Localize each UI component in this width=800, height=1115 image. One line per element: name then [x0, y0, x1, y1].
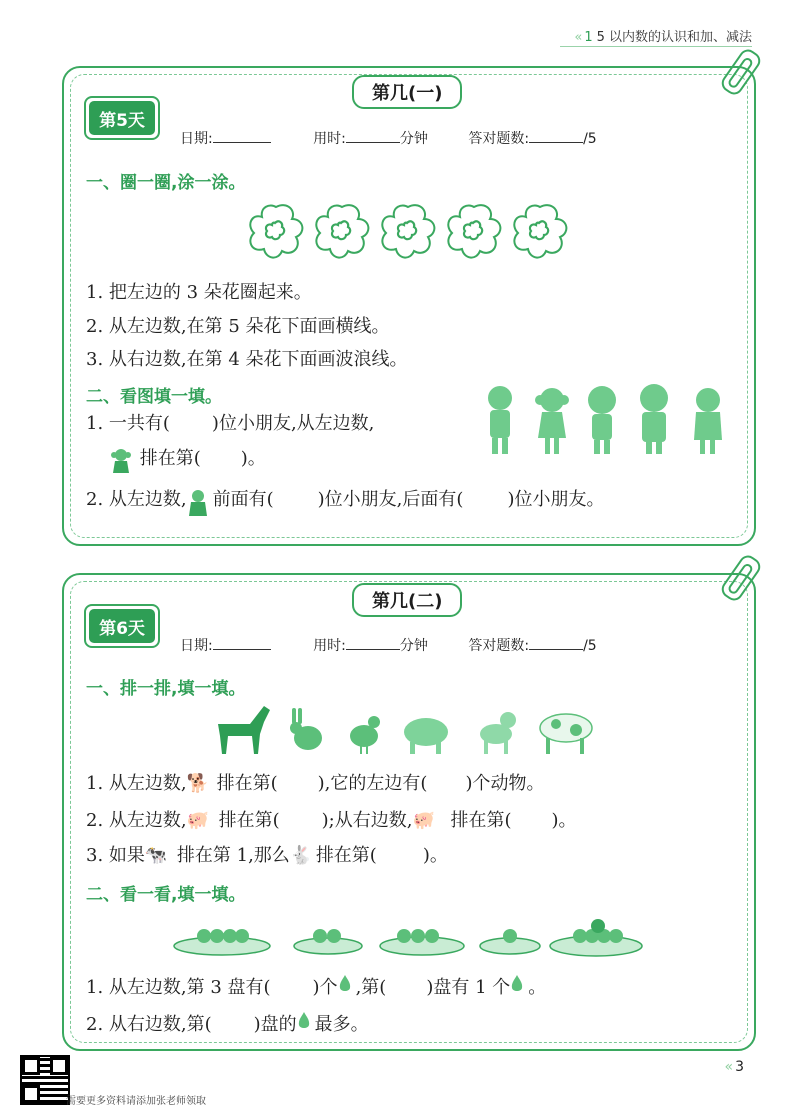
time-unit: 分钟 [399, 638, 428, 654]
day-label: 第6天 [89, 609, 155, 643]
q3-text-d: )。 [422, 845, 448, 866]
plates-row [172, 908, 646, 958]
day-badge-1 [84, 96, 160, 140]
q2-text-b: 排在第( [218, 810, 280, 831]
plate-icon [380, 929, 464, 955]
dog-icon [480, 712, 516, 754]
question-3 [86, 845, 448, 867]
score-label: 答对题数: [468, 638, 530, 654]
lesson-meta-1 [180, 128, 597, 148]
chicken-icon [350, 716, 380, 754]
section-heading: 二、看一看,填一填。 [86, 885, 246, 905]
rabbit-icon: 🐇 [289, 845, 313, 866]
qr-code-icon [20, 1055, 70, 1105]
child-icon [640, 384, 668, 454]
q5-text-a: 2. 从左边数, [86, 489, 187, 510]
pig-icon: 🐖 [412, 810, 435, 831]
children-illustration [482, 382, 728, 456]
child-icon [535, 388, 569, 454]
plate-icon [550, 919, 642, 956]
q2-text-e: )。 [551, 810, 577, 831]
q5-text-c: 最多。 [314, 1014, 369, 1035]
child-icon [694, 388, 722, 454]
girl-icon [110, 447, 134, 471]
question-4 [86, 413, 374, 435]
date-label: 日期: [180, 638, 213, 654]
time-label: 用时: [313, 638, 346, 654]
q2-text-a: 2. 从左边数, [86, 810, 187, 831]
q4-text-c: 排在第( [139, 448, 201, 469]
chapter-number: 1 [584, 30, 593, 45]
question-3: 3. 从右边数,在第 4 朵花下面画波浪线。 [86, 349, 408, 370]
q5-text-b: 前面有( [212, 489, 274, 510]
score-total: /5 [583, 131, 597, 147]
q2-text-d: 排在第( [450, 810, 512, 831]
q5-text-d: )位小朋友。 [507, 489, 605, 510]
pig-icon [404, 718, 448, 754]
q3-text-c: 排在第( [315, 845, 377, 866]
pear-icon [297, 1010, 315, 1036]
pear-icon [510, 973, 528, 999]
section-heading: 二、看图填一填。 [86, 387, 222, 407]
q4-text-a: 1. 从左边数,第 3 盘有( [86, 977, 271, 998]
question-4-cont [110, 447, 266, 471]
day-label: 第5天 [89, 101, 155, 135]
q3-text-b: 排在第 1,那么 [176, 845, 290, 866]
score-total: /5 [583, 638, 597, 654]
question-1: 1. 把左边的 3 朵花圈起来。 [86, 282, 312, 303]
animal-row [214, 702, 604, 756]
section-heading: 一、圈一圈,涂一涂。 [86, 173, 246, 193]
q5-text-a: 2. 从右边数,第( [86, 1014, 212, 1035]
question-4 [86, 973, 546, 999]
question-2: 2. 从左边数,在第 5 朵花下面画横线。 [86, 316, 390, 337]
header-divider [560, 46, 752, 47]
chapter-header [574, 26, 752, 45]
child-icon [588, 386, 616, 454]
question-1 [86, 773, 544, 795]
date-field[interactable] [213, 128, 271, 143]
lesson-title-2: 第几(二) [352, 583, 462, 617]
page-number-value: 3 [735, 1059, 744, 1075]
q4-text-e: 。 [528, 977, 547, 998]
q2-text-c: );从右边数, [321, 810, 413, 831]
page-number [725, 1059, 745, 1075]
cow-icon: 🐄 [144, 845, 168, 866]
time-field[interactable] [346, 635, 400, 650]
plate-icon [174, 929, 270, 955]
q5-text-b: )盘的 [253, 1014, 297, 1035]
lesson-title-1: 第几(一) [352, 75, 462, 109]
q5-text-c: )位小朋友,后面有( [317, 489, 464, 510]
pear-icon [338, 973, 356, 999]
day-badge-2 [84, 604, 160, 648]
q1-text-b: 排在第( [216, 773, 278, 794]
q1-text-a: 1. 从左边数, [86, 773, 187, 794]
date-field[interactable] [213, 635, 271, 650]
rabbit-icon [290, 708, 322, 750]
date-label: 日期: [180, 131, 213, 147]
plate-icon [294, 929, 362, 954]
score-field[interactable] [529, 635, 583, 650]
pig-icon: 🐖 [186, 810, 210, 831]
question-2 [86, 810, 577, 832]
plate-icon [480, 929, 540, 954]
horse-icon [218, 706, 270, 754]
q1-text-c: ),它的左边有( [317, 773, 428, 794]
footer-note: 需要更多资料请添加张老师领取 [66, 1096, 206, 1107]
cow-icon [540, 714, 592, 754]
q1-text-d: )个动物。 [465, 773, 545, 794]
flower-row [246, 201, 586, 261]
q4-text-b: )个 [312, 977, 338, 998]
girl-icon [187, 488, 213, 512]
lesson-meta-2 [180, 635, 597, 655]
q4-text-a: 1. 一共有( [86, 413, 170, 434]
chapter-title: 5 以内数的认识和加、减法 [596, 30, 752, 45]
time-unit: 分钟 [399, 131, 428, 147]
time-field[interactable] [346, 128, 400, 143]
q4-text-c: ,第( [355, 977, 387, 998]
question-5 [86, 488, 604, 512]
question-5 [86, 1010, 369, 1036]
chevron-icon: « [724, 1059, 732, 1075]
flowers-illustration [246, 201, 586, 261]
score-field[interactable] [529, 128, 583, 143]
q3-text-a: 3. 如果 [86, 845, 145, 866]
time-label: 用时: [313, 131, 346, 147]
dog-icon: 🐕 [186, 773, 210, 794]
q4-text-d: )盘有 1 个 [426, 977, 511, 998]
section-heading: 一、排一排,填一填。 [86, 679, 246, 699]
chevron-icon: « [574, 30, 581, 45]
child-icon [488, 386, 512, 454]
q4-text-d: )。 [240, 448, 266, 469]
q4-text-b: )位小朋友,从左边数, [211, 413, 375, 434]
score-label: 答对题数: [468, 131, 530, 147]
